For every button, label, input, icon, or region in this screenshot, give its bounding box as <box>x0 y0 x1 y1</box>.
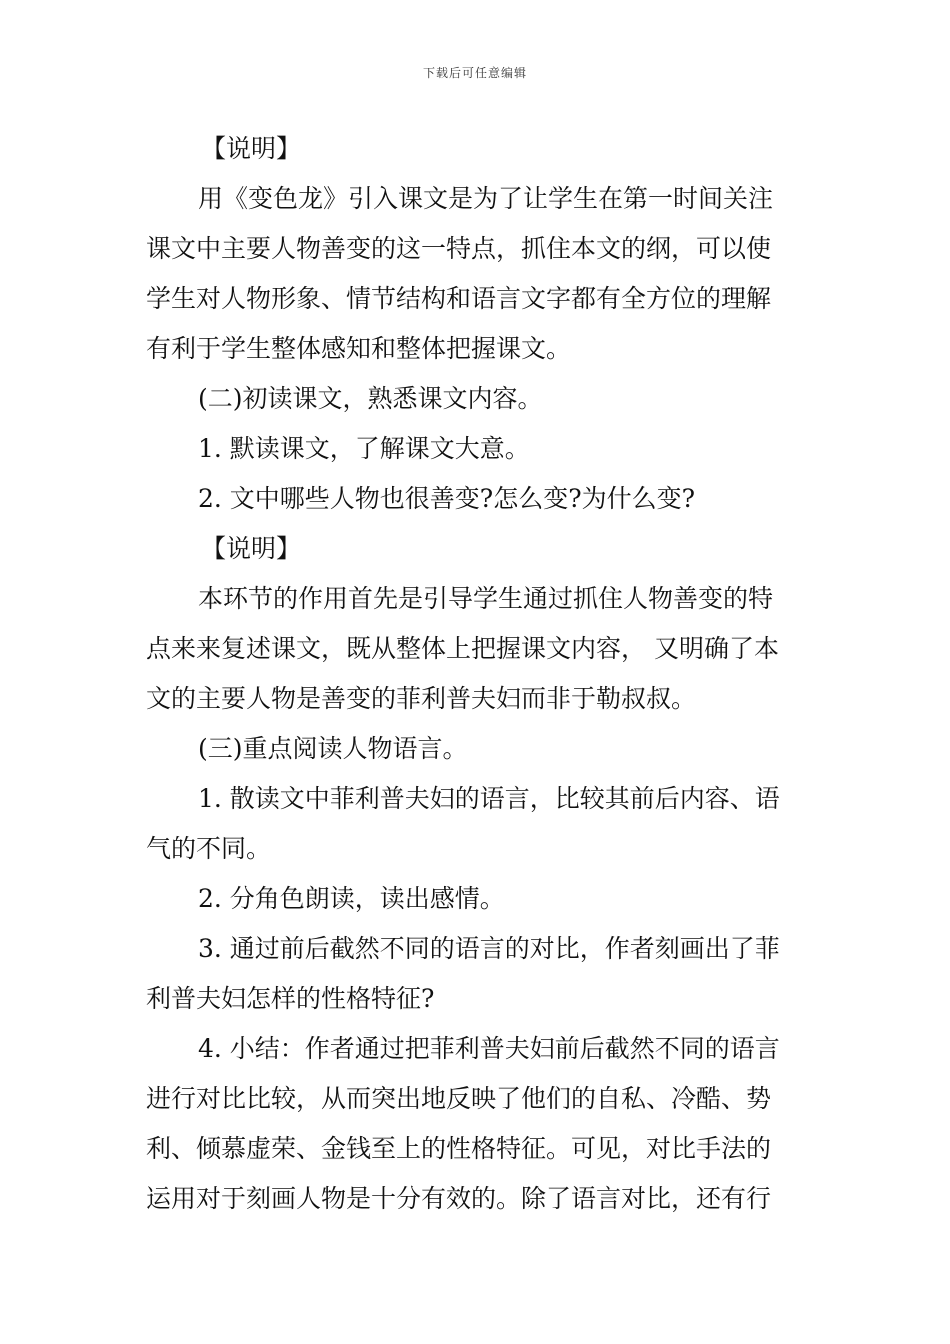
text-line: (三)重点阅读人物语言。 <box>198 734 468 763</box>
page-header: 下载后可任意编辑 <box>422 66 527 80</box>
text-line: 2. 文中哪些人物也很善变?怎么变?为什么变? <box>198 484 696 513</box>
text-line: 学生对人物形象、情节结构和语言文字都有全方位的理解 <box>146 284 772 313</box>
text-line: 本环节的作用首先是引导学生通过抓住人物善变的特 <box>198 584 774 613</box>
text-line: 利、倾慕虚荣、金钱至上的性格特征。可见，对比手法的 <box>146 1134 772 1163</box>
text-line: 点来来复述课文，既从整体上把握课文内容， 又明确了本 <box>146 634 779 663</box>
document-body <box>146 124 811 1224</box>
text-line: 运用对于刻画人物是十分有效的。除了语言对比，还有行 <box>146 1184 772 1213</box>
text-line: 文的主要人物是善变的菲利普夫妇而非于勒叔叔。 <box>146 684 697 713</box>
text-line: 1. 散读文中菲利普夫妇的语言，比较其前后内容、语 <box>198 784 780 813</box>
text-line: 有利于学生整体感知和整体把握课文。 <box>146 334 572 363</box>
text-line: 进行对比比较，从而突出地反映了他们的自私、冷酷、势 <box>146 1084 772 1113</box>
text-line: 气的不同。 <box>146 834 272 863</box>
text-line: 用《变色龙》引入课文是为了让学生在第一时间关注 <box>198 184 774 213</box>
text-line: 3. 通过前后截然不同的语言的对比，作者刻画出了菲 <box>198 934 780 963</box>
text-line: 利普夫妇怎样的性格特征? <box>146 984 435 1013</box>
text-line: 课文中主要人物善变的这一特点，抓住本文的纲，可以使 <box>146 234 772 263</box>
text-line: 1. 默读课文，了解课文大意。 <box>198 434 530 463</box>
text-line: 2. 分角色朗读，读出感情。 <box>198 884 505 913</box>
text-line: 【说明】 <box>201 134 302 163</box>
text-line: 4. 小结：作者通过把菲利普夫妇前后截然不同的语言 <box>198 1034 780 1063</box>
text-line: (二)初读课文，熟悉课文内容。 <box>198 384 543 413</box>
text-line: 【说明】 <box>201 534 302 563</box>
